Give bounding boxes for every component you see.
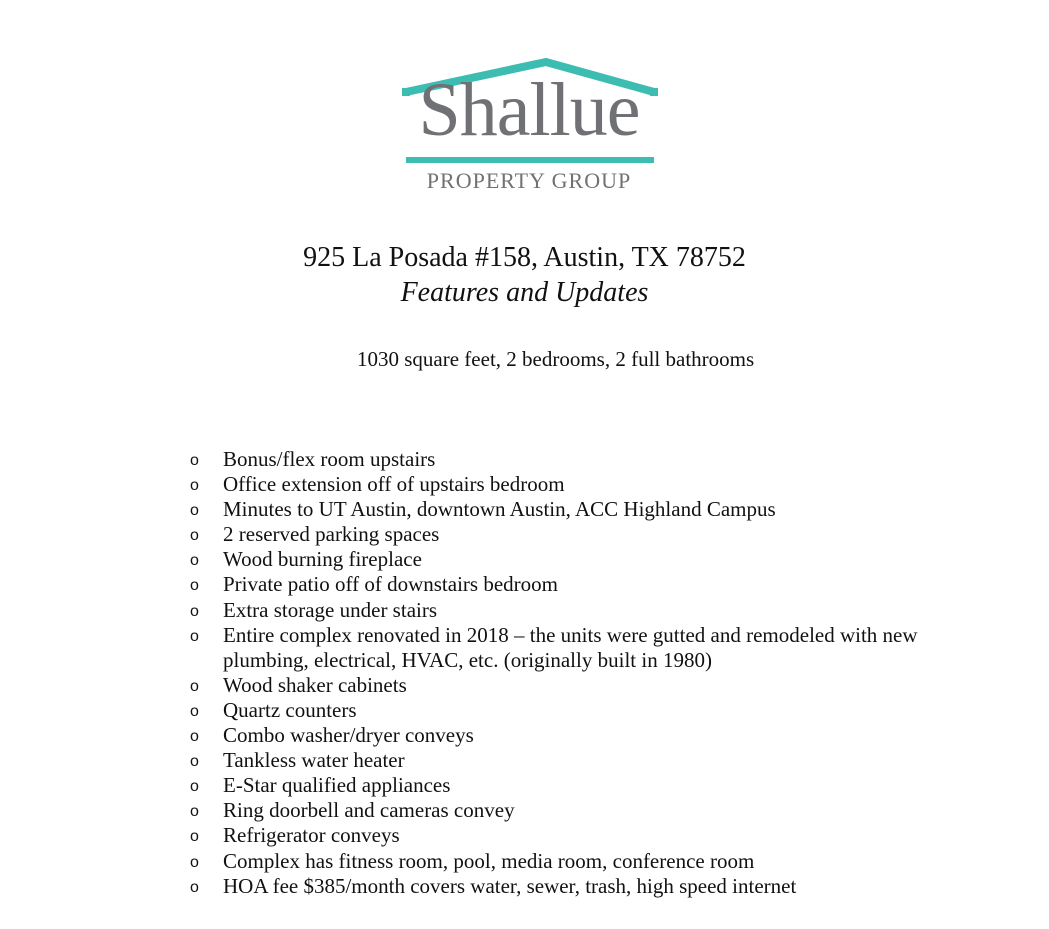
feature-text: HOA fee $385/month covers water, sewer, trash, high speed internet [223,873,797,898]
property-specs: 1030 square feet, 2 bedrooms, 2 full bathrooms [357,347,755,371]
bullet-icon: o [190,577,199,595]
feature-item [190,849,960,874]
feature-text: Ring doorbell and cameras convey [223,798,515,823]
bullet-icon: o [190,452,199,469]
feature-item [190,698,960,723]
features-list [190,447,960,899]
feature-item [190,472,960,497]
bullet-icon: o [190,803,199,821]
feature-text: Tankless water heater [223,748,405,773]
bullet-icon: o [190,627,199,645]
document-subtitle: Features and Updates [400,277,649,308]
feature-item [190,497,960,522]
feature-item [190,723,960,748]
feature-item [190,598,960,623]
bullet-icon: o [190,878,199,896]
bullet-icon: o [190,828,199,846]
feature-item [190,773,960,798]
logo-subtitle: PROPERTY GROUP [426,168,632,193]
logo-name: Shallue [418,68,640,152]
bullet-icon: o [190,527,199,545]
feature-text: Extra storage under stairs [223,597,438,622]
feature-item [190,547,960,572]
feature-text: Complex has fitness room, pool, media room, conference room [223,848,755,873]
bullet-icon: o [190,728,199,746]
bullet-icon: o [190,853,199,871]
company-logo [400,56,660,196]
feature-item [190,798,960,823]
feature-text: Refrigerator conveys [223,823,400,848]
feature-text: Wood burning fireplace [223,547,422,572]
feature-text: Combo washer/dryer conveys [223,723,474,748]
feature-text: Quartz counters [223,697,357,722]
feature-item [190,874,960,899]
feature-item [190,673,960,698]
feature-item [190,522,960,547]
bullet-icon: o [190,552,199,570]
bullet-icon: o [190,602,199,620]
bullet-icon: o [190,702,199,720]
feature-text: Office extension off of upstairs bedroom [223,472,565,497]
bullet-icon: o [190,677,199,695]
property-address: 925 La Posada #158, Austin, TX 78752 [303,242,746,273]
feature-text: E-Star qualified appliances [223,773,451,798]
bullet-icon: o [190,502,199,520]
feature-text: Bonus/flex room upstairs [223,447,436,471]
feature-item [190,623,960,673]
bullet-icon: o [190,477,199,495]
feature-text: Entire complex renovated in 2018 – the units were gutted and remodeled with new plumbing, electrical, HVAC, etc. (originally built in 1980) [223,622,918,672]
feature-text: Minutes to UT Austin, downtown Austin, ACC Highland Campus [223,497,776,522]
bullet-icon: o [190,778,199,796]
feature-item [190,447,960,472]
feature-text: 2 reserved parking spaces [223,522,440,547]
feature-text: Private patio off of downstairs bedroom [223,572,558,597]
feature-item [190,823,960,848]
feature-item [190,572,960,597]
feature-item [190,748,960,773]
bullet-icon: o [190,753,199,771]
feature-text: Wood shaker cabinets [223,672,407,697]
